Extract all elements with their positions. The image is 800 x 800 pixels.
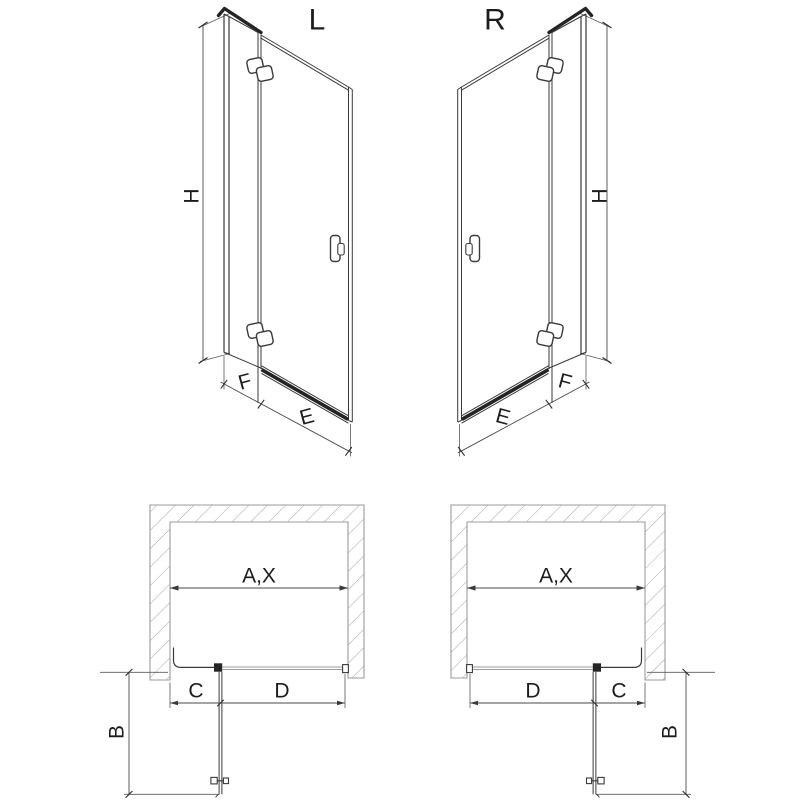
- dim-label-door-projection-right: B: [658, 724, 682, 740]
- elevation-left-drawing: [199, 9, 353, 457]
- plan-left-drawing: [100, 505, 364, 798]
- dim-label-fixed-segment-right: C: [611, 679, 627, 703]
- plan-right-wall: [451, 505, 665, 680]
- dim-label-fixed-width-left: F: [235, 369, 255, 395]
- dim-label-opening-width-right: A,X: [539, 564, 573, 588]
- elevation-right-drawing: [458, 9, 612, 457]
- plan-right-drawing: [451, 505, 715, 798]
- dim-label-height-right: H: [588, 188, 612, 204]
- dim-label-opening-width-left: A,X: [242, 564, 276, 588]
- dim-label-door-width-right: E: [493, 404, 513, 430]
- variant-label-left: L: [308, 3, 326, 37]
- dim-label-door-segment-right: D: [525, 679, 541, 703]
- dim-label-door-segment-left: D: [274, 679, 290, 703]
- dim-label-fixed-segment-left: C: [188, 679, 204, 703]
- variant-label-right: R: [484, 3, 506, 37]
- plan-left-wall: [150, 505, 364, 680]
- labels-layer: [106, 4, 682, 740]
- dim-label-fixed-width-right: F: [555, 369, 575, 395]
- dim-label-height-left: H: [180, 188, 204, 204]
- dim-label-door-projection-left: B: [105, 724, 129, 740]
- dim-label-door-width-left: E: [297, 404, 317, 430]
